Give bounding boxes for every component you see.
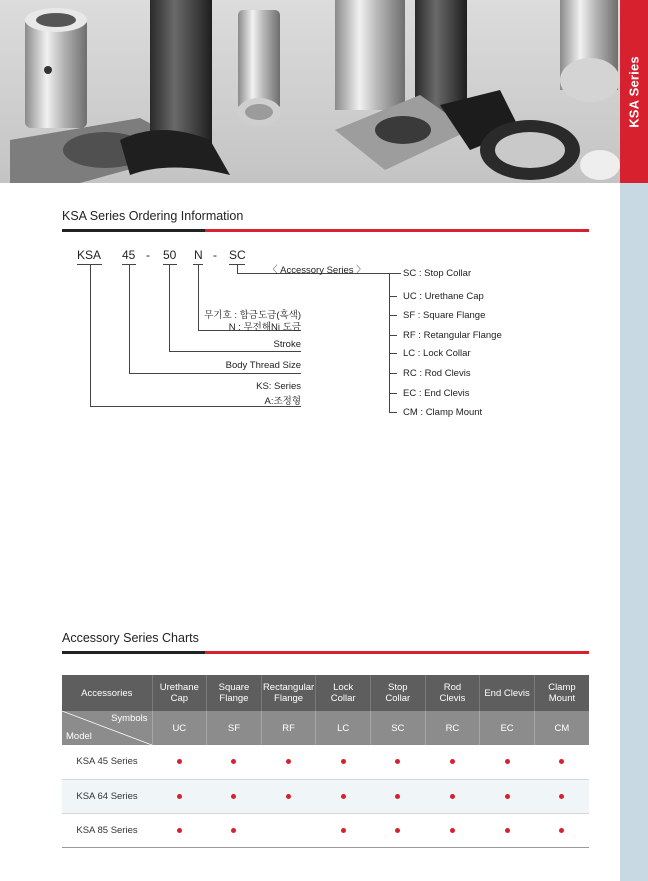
- availability-cell: [480, 813, 535, 847]
- availability-cell: [261, 813, 316, 847]
- availability-cell: [480, 779, 535, 813]
- availability-cell: [425, 813, 480, 847]
- available-dot-icon: [341, 794, 346, 799]
- availability-cell: [534, 745, 589, 779]
- header-product-photo: [0, 0, 620, 183]
- model-cell: KSA 85 Series: [62, 813, 152, 847]
- symbol-sf: SF: [207, 711, 262, 745]
- available-dot-icon: [177, 759, 182, 764]
- available-dot-icon: [341, 828, 346, 833]
- accessory-header-row: [62, 675, 589, 711]
- code-part-finish: N: [194, 248, 203, 262]
- corner-symbols-model-cell: [62, 711, 152, 745]
- symbol-rc: RC: [425, 711, 480, 745]
- option-stop-collar: SC : Stop Collar: [403, 268, 472, 279]
- availability-cell: [534, 779, 589, 813]
- available-dot-icon: [450, 794, 455, 799]
- option-tick: [389, 412, 397, 413]
- stroke-label: Stroke: [273, 339, 301, 350]
- option-tick: [389, 393, 397, 394]
- leader-finish-v: [198, 264, 199, 331]
- available-dot-icon: [231, 794, 236, 799]
- available-dot-icon: [341, 759, 346, 764]
- table-row: [62, 745, 589, 779]
- option-tick: [389, 353, 397, 354]
- symbol-rf: RF: [261, 711, 316, 745]
- col-rectangular-flange: Rectangular Flange: [261, 675, 316, 711]
- table-row: [62, 779, 589, 813]
- col-end-clevis: End Clevis: [480, 675, 535, 711]
- accessory-table: [62, 675, 589, 848]
- availability-cell: [207, 813, 262, 847]
- corner-accessories-label: Accessories: [62, 675, 152, 711]
- option-tick: [389, 335, 397, 336]
- code-part-thread: 45: [122, 248, 136, 262]
- model-cell: KSA 45 Series: [62, 745, 152, 779]
- accessory-symbol-row: [62, 711, 589, 745]
- availability-cell: [425, 745, 480, 779]
- option-end-clevis: EC : End Clevis: [403, 388, 470, 399]
- code-part-stroke: 50: [163, 248, 177, 262]
- availability-cell: [152, 779, 207, 813]
- option-urethane-cap: UC : Urethane Cap: [403, 291, 484, 302]
- availability-cell: [371, 813, 426, 847]
- available-dot-icon: [559, 759, 564, 764]
- availability-cell: [207, 745, 262, 779]
- availability-cell: [371, 745, 426, 779]
- available-dot-icon: [450, 828, 455, 833]
- accessory-table-body: [62, 745, 589, 847]
- available-dot-icon: [286, 794, 291, 799]
- availability-cell: [425, 779, 480, 813]
- option-rectangular-flange: RF : Retangular Flange: [403, 330, 502, 341]
- availability-cell: [316, 813, 371, 847]
- available-dot-icon: [231, 828, 236, 833]
- availability-cell: [534, 813, 589, 847]
- availability-cell: [261, 745, 316, 779]
- finish-label-ni: N : 무전해Ni 도금: [228, 322, 301, 333]
- option-clamp-mount: CM : Clamp Mount: [403, 407, 483, 418]
- available-dot-icon: [395, 794, 400, 799]
- available-dot-icon: [286, 759, 291, 764]
- available-dot-icon: [231, 759, 236, 764]
- available-dot-icon: [177, 794, 182, 799]
- finish-label-none: 무기호 : 합금도금(흑색): [204, 310, 301, 321]
- symbol-cm: CM: [534, 711, 589, 745]
- leader-stroke-h: [169, 351, 301, 352]
- accessory-chart-title: Accessory Series Charts: [62, 631, 199, 645]
- symbol-lc: LC: [316, 711, 371, 745]
- availability-cell: [207, 779, 262, 813]
- accessory-title-rule: [62, 651, 589, 654]
- symbol-ec: EC: [480, 711, 535, 745]
- availability-cell: [316, 745, 371, 779]
- option-tick: [389, 296, 397, 297]
- code-part-dash-2: -: [213, 248, 217, 262]
- leader-series-v: [90, 264, 91, 407]
- corner-model-label: Model: [66, 731, 92, 742]
- series-side-tab: [620, 0, 648, 183]
- available-dot-icon: [505, 828, 510, 833]
- table-row: [62, 813, 589, 847]
- model-cell: KSA 64 Series: [62, 779, 152, 813]
- col-urethane-cap: Urethane Cap: [152, 675, 207, 711]
- availability-cell: [371, 779, 426, 813]
- available-dot-icon: [505, 759, 510, 764]
- leader-stroke-v: [169, 264, 170, 352]
- availability-cell: [261, 779, 316, 813]
- availability-cell: [316, 779, 371, 813]
- option-tick: [389, 315, 397, 316]
- col-square-flange: Square Flange: [207, 675, 262, 711]
- available-dot-icon: [177, 828, 182, 833]
- option-square-flange: SF : Square Flange: [403, 310, 486, 321]
- option-rod-clevis: RC : Rod Clevis: [403, 368, 471, 379]
- series-label: KS: Series: [256, 381, 301, 392]
- accessory-series-label: 〈 Accessory Series 〉: [268, 265, 366, 276]
- available-dot-icon: [450, 759, 455, 764]
- ordering-title-rule: [62, 229, 589, 232]
- option-lock-collar: LC : Lock Collar: [403, 348, 471, 359]
- col-lock-collar: Lock Collar: [316, 675, 371, 711]
- product-photo-illustration: [0, 0, 620, 183]
- col-stop-collar: Stop Collar: [371, 675, 426, 711]
- availability-cell: [152, 745, 207, 779]
- availability-cell: [480, 745, 535, 779]
- code-part-accessory: SC: [229, 248, 246, 262]
- code-part-series: KSA: [77, 248, 102, 262]
- available-dot-icon: [505, 794, 510, 799]
- available-dot-icon: [395, 759, 400, 764]
- series-type-label: A:조정형: [264, 396, 301, 407]
- leader-thread-h: [129, 373, 301, 374]
- series-side-tab-label: KSA Series: [626, 56, 642, 128]
- option-tick: [389, 373, 397, 374]
- available-dot-icon: [559, 828, 564, 833]
- ordering-info-title: KSA Series Ordering Information: [62, 209, 244, 223]
- col-rod-clevis: Rod Clevis: [425, 675, 480, 711]
- code-part-dash-1: -: [146, 248, 150, 262]
- symbol-uc: UC: [152, 711, 207, 745]
- underline-stroke: [163, 264, 177, 265]
- col-clamp-mount: Clamp Mount: [534, 675, 589, 711]
- thread-size-label: Body Thread Size: [225, 360, 301, 371]
- symbol-sc: SC: [371, 711, 426, 745]
- availability-cell: [152, 813, 207, 847]
- leader-thread-v: [129, 264, 130, 374]
- available-dot-icon: [395, 828, 400, 833]
- available-dot-icon: [559, 794, 564, 799]
- corner-symbols-label: Symbols: [111, 713, 148, 724]
